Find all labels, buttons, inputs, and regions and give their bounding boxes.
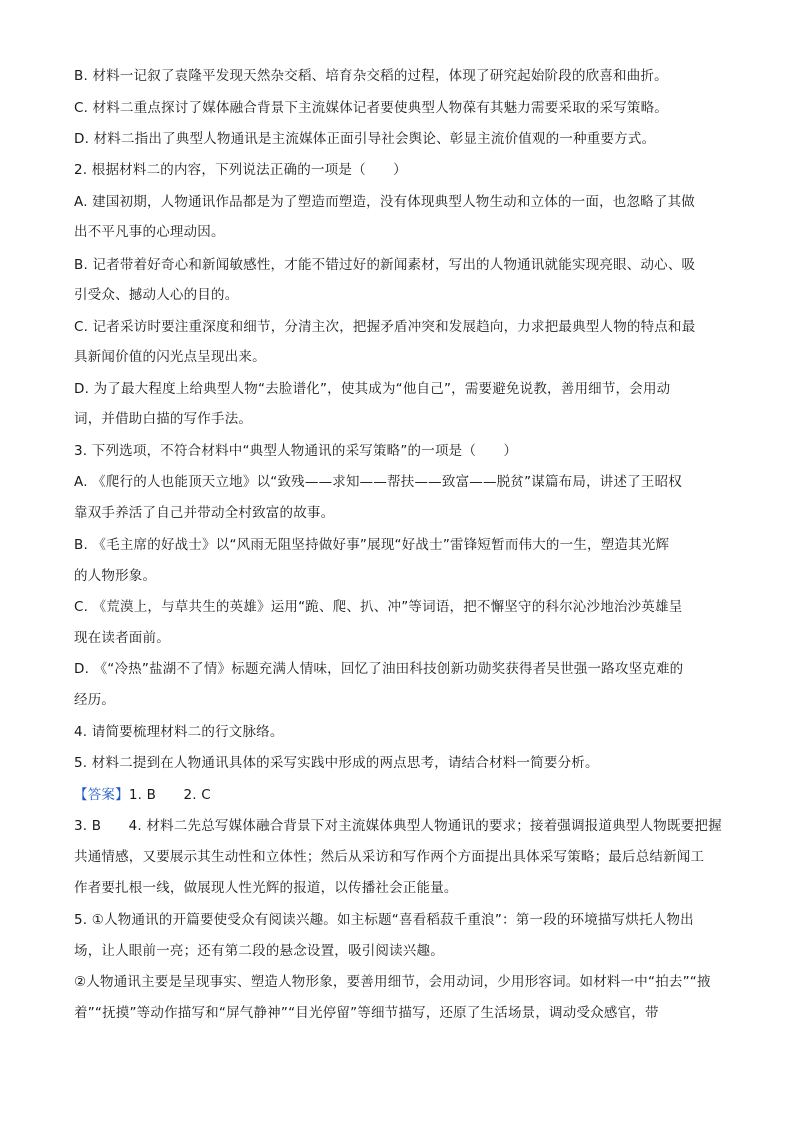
q3-option-c-line-1: C. 《荒漠上，与草共生的英雄》运用“跪、爬、扒、冲”等词语，把不懈坚守的科尔沁沙地治沙英雄呈	[74, 599, 683, 615]
q2-option-d-line-2: 词，并借助白描的写作手法。	[74, 411, 253, 427]
q3-option-a-line-1: A. 《爬行的人也能顶天立地》以“致残——求知——帮扶——致富——脱贫”谋篇布局，讲述了王昭权	[74, 474, 682, 490]
q2-option-a-line-1: A. 建国初期，人物通讯作品都是为了塑造而塑造，没有体现典型人物生动和立体的一面，也忽略了其做	[74, 194, 695, 210]
answer-tag: 【答案】	[74, 787, 129, 803]
q2-option-b-line-1: B. 记者带着好奇心和新闻敏感性，才能不错过好的新闻素材，写出的人物通讯就能实现亮眼、动心、吸	[74, 257, 696, 273]
answer-line-6: ②人物通讯主要是呈现事实、塑造人物形象，要善用细节，会用动词，少用形容词。如材料一中“拍去”“掖	[74, 974, 711, 990]
answer-line-5: 场，让人眼前一亮；还有第二段的悬念设置，吸引阅读兴趣。	[74, 943, 444, 959]
q3-option-d-line-2: 经历。	[74, 692, 116, 708]
q2-option-a-line-2: 出不平凡事的心理动因。	[74, 224, 225, 240]
option-d-line: D. 材料二指出了典型人物通讯是主流媒体正面引导社会舆论、彰显主流价值观的一种重要方式。	[74, 131, 656, 147]
answer-line-7: 着”“抚摸”等动作描写和“屏气静神”“目光停留”等细节描写，还原了生活场景，调动受众感官，带	[74, 1005, 659, 1021]
question-2: 2. 根据材料二的内容，下列说法正确的一项是（ ）	[74, 162, 407, 178]
question-5: 5. 材料二提到在人物通讯具体的采写实践中形成的两点思考，请结合材料一简要分析。	[74, 755, 599, 771]
q3-option-c-line-2: 现在读者面前。	[74, 630, 170, 646]
q3-option-a-line-2: 靠双手养活了自己并带动全村致富的故事。	[74, 505, 335, 521]
question-3: 3. 下列选项，不符合材料中“典型人物通讯的采写策略”的一项是（ ）	[74, 443, 518, 459]
q2-option-b-line-2: 引受众、撼动人心的目的。	[74, 287, 239, 303]
answer-line-3: 作者要扎根一线，做展现人性光辉的报道，以传播社会正能量。	[74, 880, 458, 896]
answer-line-4: 5. ①人物通讯的开篇要使受众有阅读兴趣。如主标题“喜看稻菽千重浪”：第一段的环境描写烘托人物出	[74, 912, 694, 928]
q2-option-c-line-2: 具新闻价值的闪光点呈现出来。	[74, 349, 266, 365]
q2-option-d-line-1: D. 为了最大程度上给典型人物“去脸谱化”，使其成为“他自己”，需要避免说教，善用细节，会用动	[74, 381, 671, 397]
answer-line-1: 3. B 4. 材料二先总写媒体融合背景下对主流媒体典型人物通讯的要求；接着强调报道典型人物既要把握	[74, 818, 722, 834]
q3-option-d-line-1: D. 《“冷热”盐湖不了情》标题充满人情味，回忆了油田科技创新功勋奖获得者吴世强一路攻坚克难的	[74, 661, 684, 677]
question-4: 4. 请简要梳理材料二的行文脉络。	[74, 724, 284, 740]
q3-option-b-line-2: 的人物形象。	[74, 568, 157, 584]
answer-header-line	[74, 785, 734, 805]
q2-option-c-line-1: C. 记者采访时要注重深度和细节，分清主次，把握矛盾冲突和发展趋向，力求把最典型人物的特点和最	[74, 319, 696, 335]
q3-option-b-line-1: B. 《毛主席的好战士》以“风雨无阻坚持做好事”展现“好战士”雷锋短暂而伟大的一生，塑造其光辉	[74, 537, 670, 553]
answer-line-2: 共通情感，又要展示其生动性和立体性；然后从采访和写作两个方面提出具体采写策略；最后总结新闻工	[74, 849, 705, 865]
option-c-line: C. 材料二重点探讨了媒体融合背景下主流媒体记者要使典型人物葆有其魅力需要采取的采写策略。	[74, 100, 669, 116]
option-b-line: B. 材料一记叙了袁隆平发现天然杂交稻、培育杂交稻的过程，体现了研究起始阶段的欣喜和曲折。	[74, 68, 668, 84]
answer-first: 1. B 2. C	[128, 787, 211, 803]
